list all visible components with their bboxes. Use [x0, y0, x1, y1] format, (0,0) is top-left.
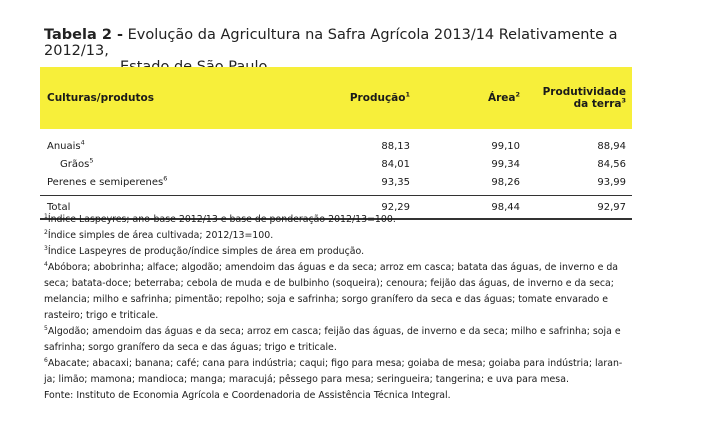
- cell-area: 98,26: [491, 176, 520, 188]
- header-producao: Produção$^1$: [349, 90, 410, 104]
- cell-producao: 84,01: [381, 158, 410, 170]
- total-produtividade: 92,97: [520, 196, 632, 220]
- total-area: 98,44: [410, 196, 520, 220]
- footnote-1: $^1$Índice Laspeyres; ano-base 2012/13 e base de ponderação 2012/13=100.: [44, 212, 396, 225]
- table-row: [40, 155, 632, 173]
- table-row: [40, 173, 632, 191]
- cell-produtividade: 93,99: [597, 176, 626, 188]
- header-culturas: Culturas/produtos: [47, 92, 155, 104]
- title-line-1: Evolução da Agricultura na Safra Agrícola 2013/14 Relativamente a 2012/13,: [44, 27, 618, 59]
- footnote-2: $^2$Índice simples de área cultivada; 2012/13=100.: [44, 228, 274, 241]
- cell-producao: 93,35: [381, 176, 410, 188]
- data-table: [40, 67, 632, 220]
- header-area: Área$^2$: [487, 90, 520, 104]
- row-label: Anuais$^4$: [47, 138, 85, 152]
- footnote-5-line-2: safrinha; sorgo granífero da seca e das águas; trigo e triticale.: [44, 342, 337, 353]
- data-table-wrapper: [40, 67, 632, 220]
- cell-area: 99,34: [491, 158, 520, 170]
- cell-producao: 88,13: [381, 140, 410, 152]
- footnotes: [44, 212, 644, 404]
- footnote-6: $^6$Abacate; abacaxi; banana; café; cana para indústria; caqui; figo para mesa; goiaba de mesa; goiaba para indústria; laran-: [44, 356, 623, 369]
- row-label: Grãos$^5$: [60, 156, 94, 170]
- footnote-5: $^5$Algodão; amendoim das águas e da seca; arroz em casca; feijão das águas, de inverno e da seca; milho e safrinha; soja e: [44, 324, 621, 337]
- footnote-4: $^4$Abóbora; abobrinha; alface; algodão; amendoim das águas e da seca; arroz em casca; batata das águas, de inverno e da: [44, 260, 619, 273]
- row-label: Perenes e semiperenes$^6$: [47, 174, 168, 188]
- footnote-4-line-2: seca; batata-doce; beterraba; cebola de muda e de bulbinho (soqueira); cenoura; feijão das águas, de inverno e da seca;: [44, 278, 614, 289]
- cell-produtividade: 88,94: [597, 140, 626, 152]
- footnote-4-line-3: melancia; milho e safrinha; pimentão; repolho; soja e safrinha; sorgo granífero da seca e das águas; tomate envarado e: [44, 294, 608, 305]
- total-producao: 92,29: [265, 196, 410, 220]
- table-number: Tabela 2 -: [44, 27, 123, 43]
- footnote-4-line-4: rasteiro; trigo e triticale.: [44, 310, 159, 321]
- source-note: Fonte: Instituto de Economia Agrícola e Coordenadoria de Assistência Técnica Integral.: [44, 390, 451, 401]
- footnote-6-line-2: ja; limão; mamona; mandioca; manga; maracujá; pêssego para mesa; seringueira; tangerina; e uva para mesa.: [44, 374, 569, 385]
- total-label: Total: [40, 196, 265, 220]
- table-header-row: [40, 67, 632, 129]
- table-row: [40, 129, 632, 155]
- cell-area: 99,10: [491, 140, 520, 152]
- footnote-3: $^3$Índice Laspeyres de produção/índice simples de área em produção.: [44, 244, 365, 257]
- cell-produtividade: 84,56: [597, 158, 626, 170]
- header-produtividade: Produtividade da terra$^3$: [542, 86, 626, 110]
- title-line-2: Estado de São Paulo: [120, 59, 268, 75]
